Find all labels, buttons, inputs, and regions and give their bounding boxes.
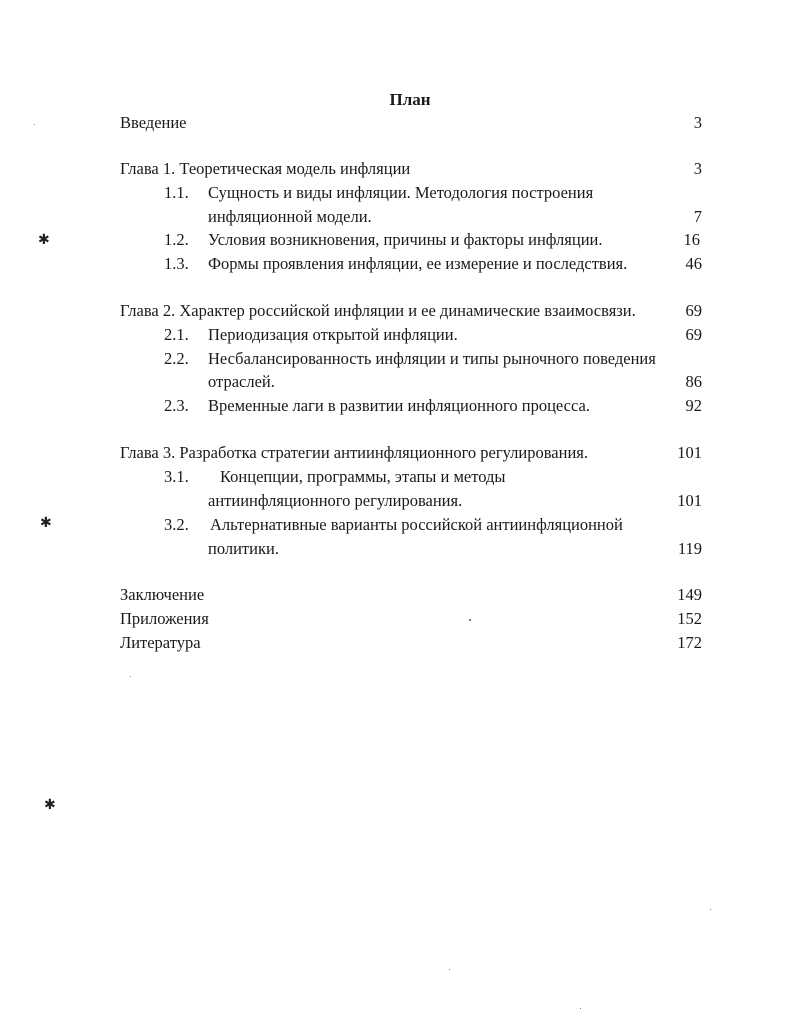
toc-page-number: 152 xyxy=(677,609,702,628)
toc-section-3-2-cont xyxy=(0,538,796,560)
toc-page-number: 3 xyxy=(693,113,702,132)
toc-page-number: 101 xyxy=(677,491,702,510)
toc-section-number: 3.2. xyxy=(164,515,189,534)
toc-entry-text: Временные лаги в развитии инфляционного процесса. xyxy=(208,396,590,415)
toc-entry-text: Глава 2. Характер российской инфляции и ее динамические взаимосвязи. xyxy=(120,301,636,320)
toc-entry-text: Периодизация открытой инфляции. xyxy=(208,325,458,344)
toc-entry-text: Несбалансированность инфляции и типы рыночного поведения xyxy=(208,349,656,368)
dust-dot xyxy=(469,619,471,621)
toc-entry-text: Литература xyxy=(120,633,201,652)
toc-section-number: 2.3. xyxy=(164,396,189,415)
toc-entry-text: Условия возникновения, причины и факторы инфляции. xyxy=(208,230,603,249)
toc-section-number: 1.2. xyxy=(164,230,189,249)
page-title: План xyxy=(389,90,431,109)
toc-section-3-1-cont xyxy=(0,490,796,512)
toc-chapter-2 xyxy=(0,300,796,322)
toc-section-1-1 xyxy=(0,182,796,204)
dust-dot xyxy=(34,124,35,125)
toc-entry-text: политики. xyxy=(208,539,279,558)
toc-page-number: 69 xyxy=(685,301,702,320)
dust-dot xyxy=(580,1008,581,1009)
toc-entry-appendix xyxy=(0,608,796,630)
toc-section-number: 1.3. xyxy=(164,254,189,273)
toc-page-number: 119 xyxy=(677,539,702,558)
toc-page-number: 16 xyxy=(683,230,700,249)
toc-entry-text: Сущность и виды инфляции. Методология построения xyxy=(208,183,594,202)
toc-entry-text: Концепции, программы, этапы и методы xyxy=(220,467,506,486)
toc-entry-text: антиинфляционного регулирования. xyxy=(208,491,463,510)
toc-section-2-3 xyxy=(0,395,796,417)
toc-page-number: 149 xyxy=(677,585,702,604)
toc-entry-intro xyxy=(0,112,796,134)
toc-entry-literature xyxy=(0,632,796,654)
toc-page-number: 46 xyxy=(685,254,702,273)
toc-entry-text: Формы проявления инфляции, ее измерение и последствия. xyxy=(208,254,628,273)
speck-mark-icon: ✱ xyxy=(38,233,50,248)
toc-section-2-1 xyxy=(0,324,796,346)
dust-dot xyxy=(130,676,131,677)
toc-entry-text: отраслей. xyxy=(208,372,275,391)
toc-entry-text: инфляционной модели. xyxy=(208,207,372,226)
toc-page-number: 69 xyxy=(685,325,702,344)
toc-page-number: 7 xyxy=(693,207,702,226)
toc-page-number: 92 xyxy=(685,396,702,415)
toc-entry-text: Приложения xyxy=(120,609,209,628)
toc-page-number: 172 xyxy=(677,633,702,652)
dust-dot xyxy=(449,969,450,970)
toc-page-number: 101 xyxy=(677,443,702,462)
toc-section-3-1 xyxy=(0,466,796,488)
toc-section-number: 2.2. xyxy=(164,349,189,368)
toc-section-1-2 xyxy=(0,229,796,251)
dust-dot xyxy=(710,909,711,910)
toc-page-number: 3 xyxy=(693,159,702,178)
toc-section-number: 3.1. xyxy=(164,467,189,486)
toc-chapter-1 xyxy=(0,158,796,180)
speck-mark-icon: ✱ xyxy=(40,516,52,531)
toc-section-number: 1.1. xyxy=(164,183,189,202)
toc-entry-text: Глава 3. Разработка стратегии антиинфляционного регулирования. xyxy=(120,443,589,462)
toc-entry-text: Глава 1. Теоретическая модель инфляции xyxy=(120,159,411,178)
toc-section-1-3 xyxy=(0,253,796,275)
toc-section-2-2 xyxy=(0,348,796,370)
speck-mark-icon: ✱ xyxy=(44,798,56,813)
toc-section-3-2 xyxy=(0,514,796,536)
toc-chapter-3 xyxy=(0,442,796,464)
toc-entry-conclusion xyxy=(0,584,796,606)
toc-section-number: 2.1. xyxy=(164,325,189,344)
toc-page-number: 86 xyxy=(685,372,702,391)
toc-entry-text: Введение xyxy=(120,113,187,132)
toc-entry-text: Заключение xyxy=(120,585,205,604)
toc-section-2-2-cont xyxy=(0,371,796,393)
toc-entry-text: Альтернативные варианты российской антиинфляционной xyxy=(210,515,623,534)
toc-section-1-1-cont xyxy=(0,206,796,228)
